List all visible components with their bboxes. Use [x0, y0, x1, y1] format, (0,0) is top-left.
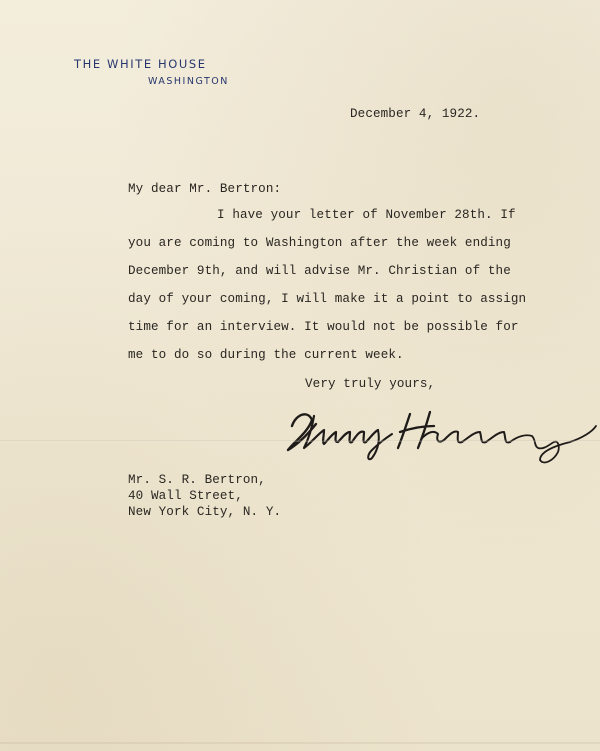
body-line: time for an interview. It would not be possible for	[128, 320, 519, 334]
paper-edge-line	[0, 742, 600, 744]
paper-fold-line	[0, 440, 600, 442]
salutation: My dear Mr. Bertron:	[128, 182, 282, 196]
body-line: day of your coming, I will make it a point to assign	[128, 292, 527, 306]
letterhead-subtitle: WASHINGTON	[148, 76, 229, 87]
body-line: me to do so during the current week.	[128, 348, 404, 362]
letterhead-title: THE WHITE HOUSE	[74, 57, 207, 71]
recipient-line: New York City, N. Y.	[128, 505, 282, 519]
recipient-line: Mr. S. R. Bertron,	[128, 473, 266, 487]
body-line: December 9th, and will advise Mr. Christian of the	[128, 264, 511, 278]
handwritten-signature	[278, 398, 600, 472]
letter-date: December 4, 1922.	[350, 107, 481, 121]
recipient-line: 40 Wall Street,	[128, 489, 243, 503]
signature-strokes	[288, 412, 596, 462]
body-line: I have your letter of November 28th. If	[217, 208, 516, 222]
closing: Very truly yours,	[305, 377, 436, 391]
body-line: you are coming to Washington after the week ending	[128, 236, 511, 250]
